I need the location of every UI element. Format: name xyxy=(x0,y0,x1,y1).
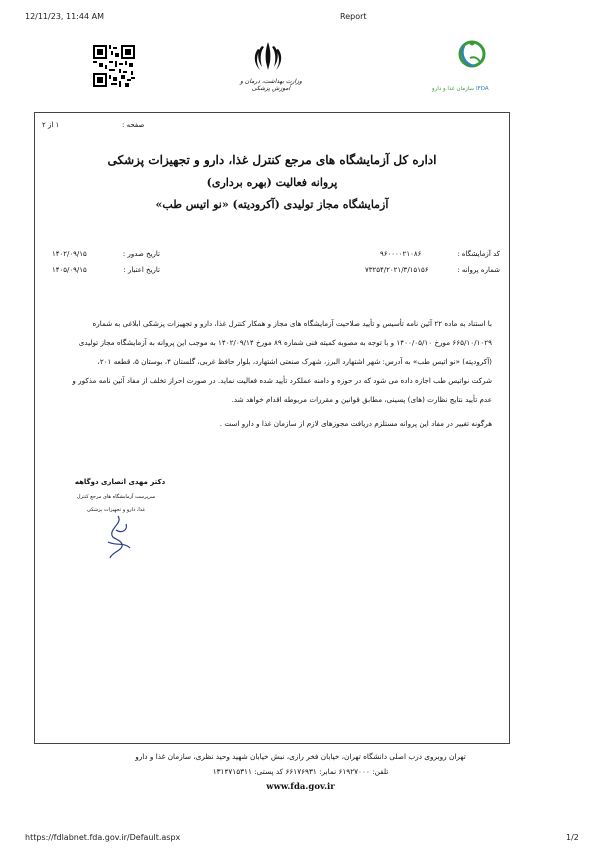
title-main: اداره کل آزمایشگاه های مرجع کنترل غذا، دارو و تجهیزات پزشکی xyxy=(107,153,437,167)
license-no-value: ۷۳۲۵۴/۲۰۲۱/۳/۱۵۱۵۶ xyxy=(365,266,429,274)
footer-address: تهران روبروی درب اصلی دانشگاه تهران، خیابان فخر رازی، نبش خیابان شهید وحید نظری، سازمان غذا و دارو xyxy=(135,752,466,761)
print-page-count: 1/2 xyxy=(566,833,579,842)
page-label: صفحه : xyxy=(122,121,145,129)
lab-code-value: ۹۶۰۰۰۰۲۱۰۸۶ xyxy=(380,250,422,258)
license-no-label: شماره پروانه : xyxy=(457,266,500,274)
signature-icon xyxy=(98,512,138,564)
page-value: ۱ از ۲ xyxy=(42,121,60,129)
logo-text: سازمان غذا و دارو xyxy=(431,86,475,92)
ifda-logo-icon xyxy=(450,36,490,86)
ministry-text: وزارت بهداشت، درمان و آموزش پزشکی xyxy=(240,78,302,92)
body-line-6: هرگونه تغییر در مفاد این پروانه مستلزم دریافت مجوزهای لازم از سازمان غذا و دارو است . xyxy=(219,419,492,428)
body-line-3: (آکرودیته) «نو اتیس طب» به آدرس: شهر اشتهارد البرز، شهرک صنعتی اشتهارد، بلوار حافظ غربی، گلستان ۴، بوستان ۵، قطعه ۲۰۱، xyxy=(97,357,492,366)
logo-abbrev: IFDA xyxy=(476,86,489,92)
print-datetime: 12/11/23, 11:44 AM xyxy=(25,12,104,21)
valid-date-value: ۱۴۰۵/۰۹/۱۵ xyxy=(52,266,87,274)
valid-date-label: تاریخ اعتبار : xyxy=(123,266,160,274)
signer-name: دکتر مهدی انصاری دوگاهه xyxy=(74,478,166,486)
footer-contact: تلفن: ۶۱۹۲۷۰۰۰ نمابر: ۶۶۱۷۶۹۳۱ کد پستی: ۱۳۱۴۷۱۵۳۱۱ xyxy=(212,767,389,776)
print-title: Report xyxy=(340,12,367,21)
signer-role-1: سرپرست آزمایشگاه های مرجع کنترل xyxy=(76,494,156,500)
body-line-4: شرکت نواتیس طب اجازه داده می شود که در حوزه و دامنه عملکرد تأیید شده فعالیت نماید. در صورت احراز تخلف از مفاد آئین نامه مذکور و xyxy=(72,376,492,385)
issue-date-value: ۱۴۰۲/۰۹/۱۵ xyxy=(52,250,87,258)
title-license: پروانه فعالیت (بهره برداری) xyxy=(206,176,338,189)
issue-date-label: تاریخ صدور : xyxy=(122,250,160,258)
qr-code-icon xyxy=(93,45,135,87)
iran-emblem-icon xyxy=(253,40,283,74)
body-line-1: با استناد به ماده ۲۲ آئین نامه تأسیس و تأیید صلاحیت آزمایشگاه های مجاز و همکار کنترل غذا، دارو و تجهیزات پزشکی ابلاغی به شماره xyxy=(92,319,492,328)
body-line-2: ۶۶۵/۱۰/۱۰۲۹ مورخ ۱۴۰۰/۰۵/۱۰ و با توجه به مصوبه کمیته فنی شماره ۸۹ مورخ ۱۴۰۲/۰۹/۱۴ به موجب این پروانه به آزمایشگاه مجاز تولیدی xyxy=(78,338,492,347)
print-url: https://fdlabnet.fda.gov.ir/Default.aspx xyxy=(25,833,181,842)
title-lab: آزمایشگاه مجاز تولیدی (آکرودیته) «نو اتیس طب» xyxy=(155,198,389,211)
lab-code-label: کد آزمایشگاه : xyxy=(457,250,500,258)
footer-website[interactable]: www.fda.gov.ir xyxy=(266,782,335,792)
body-line-5: عدم تأیید نتایج نظارت (های) پسینی، مطابق قوانین و مقررات مربوطه اقدام خواهد شد. xyxy=(231,395,492,404)
signer-role-2: غذا، دارو و تجهیزات پزشکی xyxy=(86,507,145,513)
